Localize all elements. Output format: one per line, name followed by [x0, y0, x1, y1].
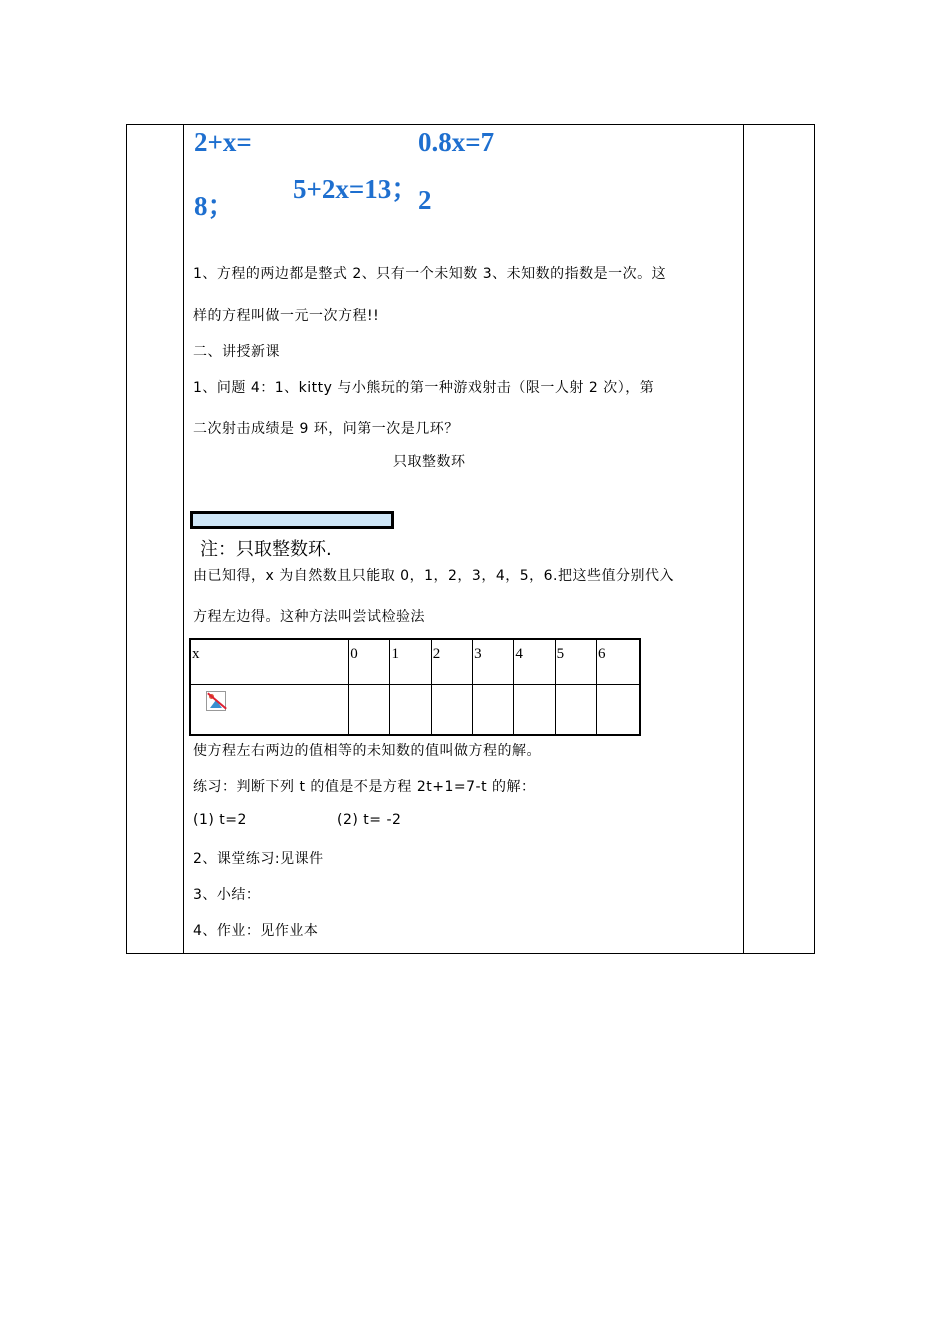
- summary: 3、小结：: [193, 887, 261, 903]
- equation-2: 5+2x=13；: [293, 174, 419, 204]
- table-cell: 4: [514, 639, 555, 685]
- table-cell: 1: [390, 639, 431, 685]
- table-cell: [431, 685, 472, 736]
- table-cell: 3: [473, 639, 514, 685]
- table-cell: [390, 685, 431, 736]
- definition-line-2: 样的方程叫做一元一次方程!!: [193, 308, 380, 324]
- trial-values-table: [189, 638, 641, 736]
- table-cell: 2: [431, 639, 472, 685]
- definition-line-1: 1、方程的两边都是整式 2、只有一个未知数 3、未知数的指数是一次。这: [193, 266, 667, 282]
- table-cell: 0: [349, 639, 390, 685]
- equation-1-right: 8；: [194, 191, 235, 221]
- question-4-line-2: 二次射击成绩是 9 环，问第一次是几环？: [193, 421, 459, 437]
- question-4-line-1: 1、问题 4：1、kitty 与小熊玩的第一种游戏射击（限一人射 2 次），第: [193, 380, 655, 396]
- known-line-2: 方程左边得。这种方法叫尝试检验法: [193, 609, 425, 625]
- table-row: [190, 685, 640, 736]
- homework: 4、作业：见作业本: [193, 923, 319, 939]
- table-cell: [514, 685, 555, 736]
- only-integer-caption: 只取整数环: [393, 454, 466, 470]
- solution-definition: 使方程左右两边的值相等的未知数的值叫做方程的解。: [193, 743, 541, 759]
- table-cell: 6: [596, 639, 640, 685]
- equation-3-top: 0.8x=7: [418, 127, 495, 157]
- table-cell: [555, 685, 596, 736]
- table-cell: [473, 685, 514, 736]
- section-heading-new-lesson: 二、讲授新课: [193, 344, 280, 360]
- blank-answer-bar: [190, 511, 394, 529]
- known-line-1: 由已知得，x 为自然数且只能取 0，1，2，3，4，5，6.把这些值分别代入: [193, 568, 674, 584]
- exercise-option-2: (2) t= -2: [337, 812, 402, 828]
- exercise-prompt: 练习：判断下列 t 的值是不是方程 2t+1=7-t 的解：: [193, 779, 536, 795]
- table-header-row: [190, 639, 640, 685]
- broken-image-icon: [206, 691, 226, 711]
- class-practice: 2、课堂练习:见课件: [193, 851, 324, 867]
- equation-1-left: 2+x=: [194, 127, 252, 157]
- table-cell: x: [190, 639, 349, 685]
- column-divider-left: [183, 125, 184, 953]
- equation-3-bottom: 2: [418, 185, 432, 215]
- note-integer-rings: 注：只取整数环.: [200, 539, 332, 560]
- exercise-option-1: (1) t=2: [193, 812, 247, 828]
- column-divider-right: [743, 125, 744, 953]
- table-cell-image: [190, 685, 349, 736]
- table-cell: [596, 685, 640, 736]
- table-cell: [349, 685, 390, 736]
- table-cell: 5: [555, 639, 596, 685]
